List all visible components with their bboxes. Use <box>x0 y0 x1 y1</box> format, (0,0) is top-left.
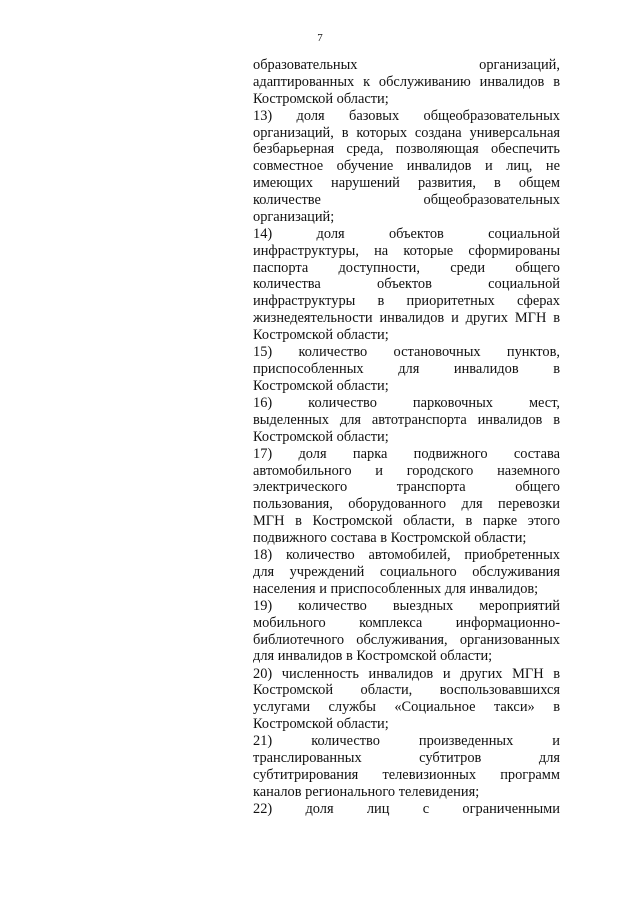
text-line: 14) доля объектов социальной <box>253 225 560 242</box>
text-line: пользования, оборудованного для перевозки <box>253 496 560 513</box>
paragraph <box>253 108 560 226</box>
text-line: 18) количество автомобилей, приобретенных <box>253 547 560 564</box>
text-line: Костромской области; <box>253 326 389 343</box>
text-line: совместное обучение инвалидов и лиц, не <box>253 158 560 175</box>
text-line: каналов регионального телевидения; <box>253 783 480 800</box>
text-line: транслированных субтитров для <box>253 750 560 767</box>
paragraph <box>253 344 560 394</box>
text-line: для учреждений социального обслуживания <box>253 563 560 580</box>
text-line: безбарьерная среда, позволяющая обеспечить <box>253 141 560 158</box>
text-line: организаций, в которых создана универсальная <box>253 124 560 141</box>
text-line: Костромской области, воспользовавшихся <box>253 682 560 699</box>
text-line: субтитрирования телевизионных программ <box>253 766 560 783</box>
paragraph <box>253 801 560 818</box>
document-body <box>253 57 560 818</box>
text-line: 21) количество произведенных и <box>253 733 560 750</box>
paragraph <box>253 598 560 665</box>
text-line: Костромской области; <box>253 716 389 733</box>
text-line: автомобильного и городского наземного <box>253 462 560 479</box>
page-number: 7 <box>317 32 323 44</box>
text-line: количества объектов социальной <box>253 276 560 293</box>
text-line: 22) доля лиц с ограниченными <box>253 801 560 818</box>
text-line: паспорта доступности, среди общего <box>253 259 560 276</box>
text-line: 20) численность инвалидов и других МГН в <box>253 665 560 682</box>
text-line: для инвалидов в Костромской области; <box>253 648 493 665</box>
paragraph <box>253 547 560 597</box>
text-line: услугами службы «Социальное такси» в <box>253 699 560 716</box>
text-line: 19) количество выездных мероприятий <box>253 598 560 614</box>
text-line: Костромской области; <box>253 90 389 107</box>
text-line: Костромской области; <box>253 377 389 394</box>
text-line: выделенных для автотранспорта инвалидов в <box>253 411 560 428</box>
text-line: 15) количество остановочных пунктов, <box>253 344 560 361</box>
paragraph <box>253 733 560 800</box>
text-line: адаптированных к обслуживанию инвалидов в <box>253 73 560 90</box>
text-line: инфраструктуры, на которые сформированы <box>253 242 560 259</box>
text-line: приспособленных для инвалидов в <box>253 360 560 377</box>
paragraph <box>253 446 560 547</box>
paragraph <box>253 226 560 344</box>
text-line: жизнедеятельности инвалидов и других МГН в <box>253 309 560 326</box>
text-line: образовательных организаций, <box>253 57 560 73</box>
text-line: электрического транспорта общего <box>253 479 560 496</box>
text-line: мобильного комплекса информационно- <box>253 614 560 631</box>
text-line: инфраструктуры в приоритетных сферах <box>253 293 560 310</box>
text-line: МГН в Костромской области, в парке этого <box>253 513 560 530</box>
text-line: организаций; <box>253 208 335 225</box>
text-line: Костромской области; <box>253 428 389 445</box>
text-line: 13) доля базовых общеобразовательных <box>253 107 560 124</box>
text-line: количестве общеобразовательных <box>253 191 560 208</box>
text-line: подвижного состава в Костромской области; <box>253 529 527 546</box>
text-line: 16) количество парковочных мест, <box>253 394 560 411</box>
text-line: имеющих нарушений развития, в общем <box>253 175 560 192</box>
paragraph <box>253 666 560 733</box>
paragraph <box>253 57 560 107</box>
paragraph <box>253 395 560 445</box>
text-line: 17) доля парка подвижного состава <box>253 445 560 462</box>
text-line: библиотечного обслуживания, организованных <box>253 631 560 648</box>
text-line: населения и приспособленных для инвалидов; <box>253 580 539 597</box>
